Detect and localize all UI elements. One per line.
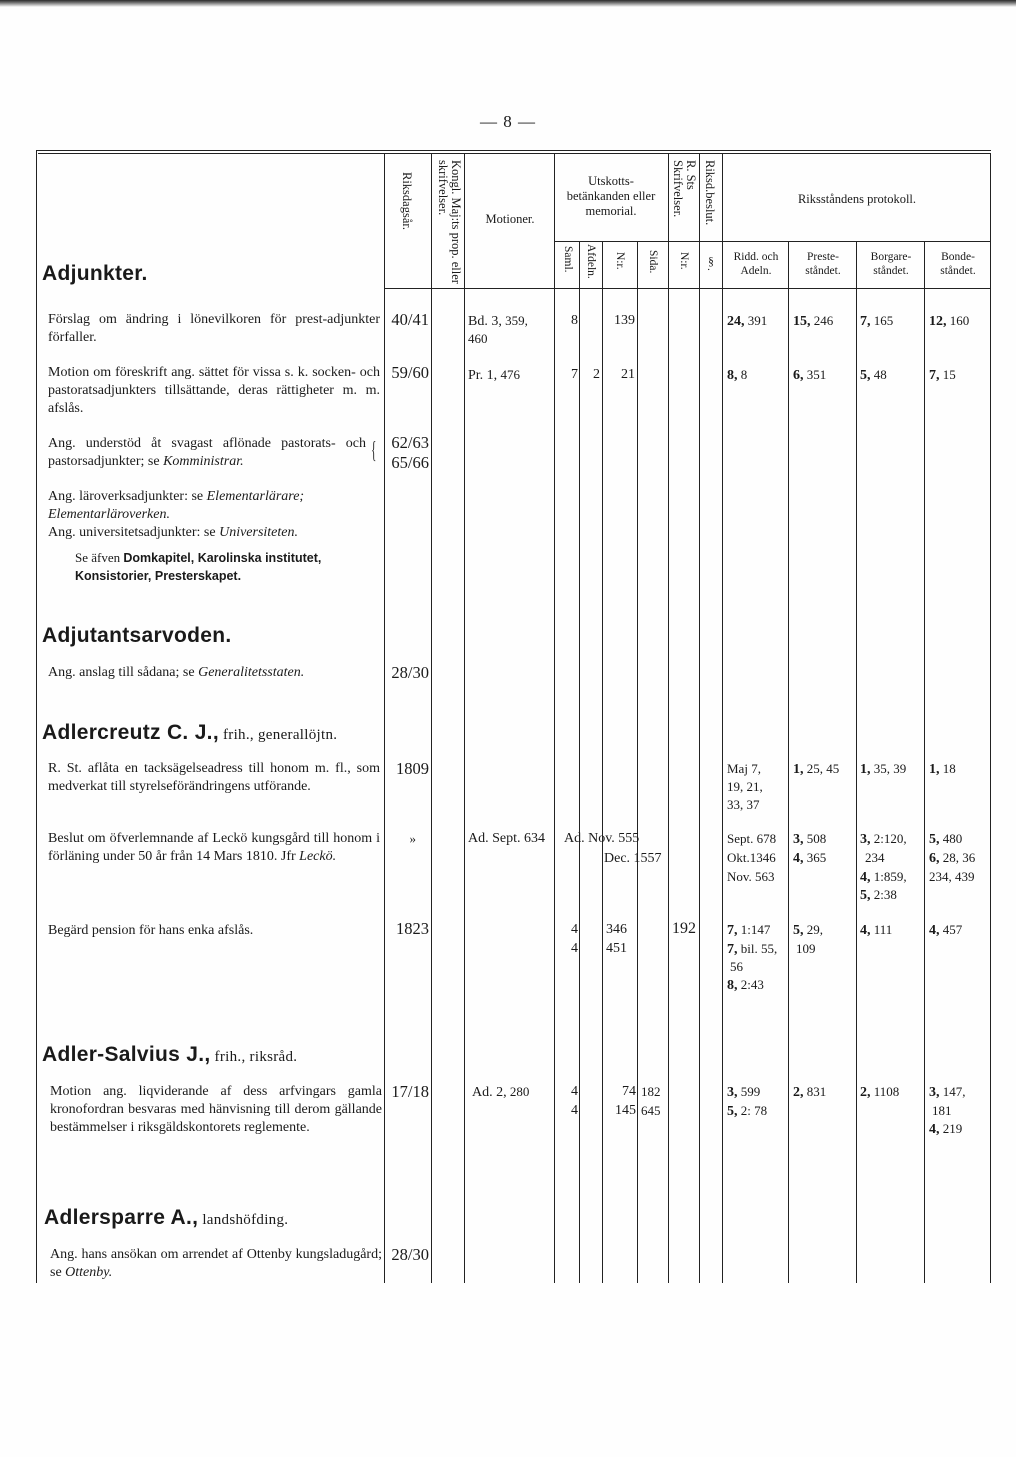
xref-lecko[interactable]: Leckö.: [299, 849, 337, 864]
entry-adler-salvius-1-ridd-2: 5, 2: 78: [727, 1103, 768, 1119]
entry-adlercreutz-2-year: »: [409, 831, 416, 846]
col-rule-kongl-right: [464, 153, 465, 1283]
col-rule-borgare-right: [924, 241, 925, 1283]
entry-adlersparre-1-year: 28/30: [391, 1245, 429, 1264]
entry-adler-salvius-1-motion: Ad. 2, 280: [472, 1084, 530, 1100]
entry-adjunkter-2-nr: 21: [621, 367, 635, 382]
header-bottom-rule: [384, 288, 990, 289]
entry-adlercreutz-2-preste-1: 3, 508: [793, 831, 827, 847]
entry-adler-salvius-1-ridd-1: 3, 599: [727, 1084, 761, 1100]
page-number: — 8 —: [480, 112, 536, 131]
scan-top-edge: [0, 0, 1016, 7]
entry-adjunkter-2-text: Motion om föreskrift ang. sättet för vissa s. k. socken- och pastoratsadjunkters tillsättande, deras rättigheter m. m. afslås.: [48, 365, 380, 416]
entry-adlercreutz-2-borgare-4: 5, 2:38: [860, 887, 897, 903]
rsts-sub-rule: [668, 241, 722, 242]
entry-adler-salvius-1-sida-1: 182: [641, 1084, 661, 1099]
col-rule-saml-right: [579, 241, 580, 1283]
entry-adjunkter-1-preste: 15, 246: [793, 313, 834, 329]
col-rule-motioner-right: [554, 153, 555, 1283]
entry-adjunkter-3-text: Ang. understöd åt svagast aflönade pastorats- och pastorsadjunkter; se Komministrar.: [48, 436, 366, 469]
header-rsts-nr: N:r.: [678, 252, 690, 270]
col-rule-afdeln-right: [602, 241, 603, 1283]
entry-adlercreutz-1-text: R. St. aflåta en tacksägelseadress till honom m. fl., som medverkat till styrelseförändringens utförande.: [48, 761, 380, 794]
entry-adlercreutz-2-preste-2: 4, 365: [793, 850, 827, 866]
entry-adler-salvius-1-year: 17/18: [391, 1082, 429, 1101]
header-riksdagsar: Riksdagsår.: [400, 172, 414, 230]
header-kongl: Kongl. Maj:ts prop. eller skrifvelser.: [436, 160, 463, 284]
entry-adjunkter-see-also: Se äfven Domkapitel, Karolinska institutet, Konsistorier, Presterskapet.: [75, 550, 322, 583]
entry-adjutantsarvoden-1-text: Ang. anslag till sådana; se Generalitetsstaten.: [48, 665, 305, 680]
entry-adler-salvius-1-bonde-2: 181: [932, 1103, 952, 1118]
see-also-links[interactable]: Domkapitel, Karolinska institutet, Konsistorier, Presterskapet.: [75, 551, 322, 583]
xref-generalitetsstaten[interactable]: Generalitetsstaten.: [198, 665, 305, 680]
table-top-rule-2: [38, 153, 991, 154]
entry-adlercreutz-3-ridd-4: 8, 2:43: [727, 977, 764, 993]
entry-adlercreutz-3-nr-2: 451: [606, 941, 627, 956]
entry-adjunkter-1-bonde: 12, 160: [929, 313, 970, 329]
entry-adlercreutz-3-ridd-2: 7, bil. 55,: [727, 941, 778, 957]
entry-adler-salvius-1-borgare: 2, 1108: [860, 1084, 900, 1100]
entry-adlercreutz-3-text: Begärd pension för hans enka afslås.: [48, 923, 254, 938]
entry-adlercreutz-2-utskott-1: Ad. Nov. 555: [564, 831, 640, 846]
entry-adjunkter-2-afdeln: 2: [593, 367, 600, 382]
entry-adjunkter-2-preste: 6, 351: [793, 367, 827, 383]
entry-adlercreutz-2-bonde-2: 6, 28, 36: [929, 850, 976, 866]
header-bonde: Bonde- ståndet.: [940, 251, 976, 277]
entry-adlercreutz-3-borgare: 4, 111: [860, 922, 893, 938]
header-preste: Preste- ståndet.: [805, 251, 841, 277]
entry-adjunkter-1-year: 40/41: [391, 310, 429, 329]
table-top-rule: [36, 150, 991, 151]
entry-adjunkter-4-text: Ang. läroverksadjunkter: se Elementarlärare; Elementarläroverken. Ang. universitetsadjunkter: se Universiteten.: [48, 489, 305, 540]
header-afdeln: Afdeln.: [585, 244, 597, 279]
col-rule-ridd-right: [788, 241, 789, 1283]
entry-adlercreutz-2-ridd-1: Sept. 678: [727, 831, 777, 846]
col-rule-preste-right: [856, 241, 857, 1283]
header-protokoll: Riksståndens protokoll.: [797, 192, 917, 206]
entry-adlercreutz-2-bonde-3: 234, 439: [929, 869, 975, 884]
entry-adlercreutz-2-bonde-1: 5, 480: [929, 831, 963, 847]
col-rule-utskott-right: [668, 153, 669, 1283]
heading-adlersparre: Adlersparre A., landshöfding.: [44, 1206, 289, 1229]
entry-adlercreutz-3-saml-1: 4: [571, 922, 578, 937]
heading-adlercreutz: Adlercreutz C. J., frih., generallöjtn.: [42, 721, 338, 744]
entry-adlercreutz-2-utskott-2: Dec. 1557: [604, 851, 662, 866]
entry-adler-salvius-1-nr-1: 74: [622, 1084, 636, 1099]
col-rule-nr-right: [637, 241, 638, 1283]
entry-adlercreutz-2-borgare-1: 3, 2:120,: [860, 831, 907, 847]
header-sida: Sida.: [647, 250, 659, 274]
xref-elementarlarare[interactable]: Elementarlärare; Elementarläroverken.: [48, 489, 305, 522]
entry-adjunkter-2-year: 59/60: [391, 363, 429, 382]
entry-adler-salvius-1-nr-2: 145: [615, 1103, 636, 1118]
entry-adlercreutz-1-bonde: 1, 18: [929, 761, 956, 777]
entry-adlercreutz-1-year: 1809: [396, 759, 429, 778]
entry-adlercreutz-2-borgare-2: 234: [865, 850, 885, 865]
utskott-sub-rule: [554, 241, 668, 242]
entry-adjunkter-1-motion: Bd. 3, 359,: [468, 313, 528, 329]
entry-adlercreutz-2-borgare-3: 4, 1:859,: [860, 869, 907, 885]
entry-adjutantsarvoden-1-year: 28/30: [391, 663, 429, 682]
heading-adjunkter: Adjunkter.: [42, 262, 148, 285]
entry-adlercreutz-3-bonde: 4, 457: [929, 922, 963, 938]
entry-adjunkter-2-saml: 7: [571, 367, 578, 382]
entry-adlercreutz-3-nr-1: 346: [606, 922, 627, 937]
header-saml: Saml.: [562, 246, 574, 273]
col-rule-rsts-right: [699, 153, 700, 1283]
header-nr: N:r.: [614, 252, 626, 270]
header-motioner: Motioner.: [485, 212, 535, 226]
entry-adlersparre-1-text: Ang. hans ansökan om arrendet af Ottenby kungsladugård; se Ottenby.: [50, 1247, 382, 1280]
col-rule-beslut-right: [722, 153, 723, 1283]
entry-adjunkter-1-nr: 139: [614, 313, 635, 328]
xref-universiteten[interactable]: Universiteten.: [219, 525, 298, 540]
header-paragraph: §.: [705, 256, 717, 271]
entry-adjunkter-1-motion-2: 460: [468, 331, 488, 346]
entry-adlercreutz-3-preste-2: 109: [796, 941, 816, 956]
entry-adlercreutz-2-text: Beslut om öfverlemnande af Leckö kungsgård till honom i förläning under 50 år från 14 Mars 1810. Jfr Leckö.: [48, 831, 380, 864]
table-right-border: [990, 153, 991, 1283]
entry-adlercreutz-1-borgare: 1, 35, 39: [860, 761, 907, 777]
entry-adjunkter-1-borgare: 7, 165: [860, 313, 894, 329]
entry-adlercreutz-2-ridd-3: Nov. 563: [727, 869, 775, 884]
entry-adler-salvius-1-text: Motion ang. liqviderande af dess arfvingars gamla kronofordran besvaras med hänvisning till derom gällande bestämmelser i riksgäldskontorets reglemente.: [50, 1084, 382, 1135]
entry-adlercreutz-2-motion: Ad. Sept. 634: [468, 831, 545, 846]
header-utskott: Utskotts- betänkanden eller memorial.: [566, 174, 656, 218]
heading-adler-salvius: Adler-Salvius J., frih., riksråd.: [42, 1043, 298, 1066]
col-rule-year-right: [431, 153, 432, 1283]
entry-adlercreutz-3-ridd-3: 56: [730, 959, 743, 974]
xref-ottenby[interactable]: Ottenby.: [65, 1265, 113, 1280]
entry-adjunkter-1-ridd: 24, 391: [727, 313, 768, 329]
heading-adjutantsarvoden: Adjutantsarvoden.: [42, 624, 232, 647]
entry-adlercreutz-3-year: 1823: [396, 919, 429, 938]
entry-adler-salvius-1-preste: 2, 831: [793, 1084, 827, 1100]
brace-icon: {: [371, 438, 377, 464]
entry-adjunkter-2-motion: Pr. 1, 476: [468, 367, 520, 383]
entry-adjunkter-3-year-2: 65/66: [391, 453, 429, 472]
entry-adlercreutz-3-saml-2: 4: [571, 941, 578, 956]
table-left-border: [36, 150, 37, 1283]
entry-adjunkter-2-bonde: 7, 15: [929, 367, 956, 383]
entry-adler-salvius-1-bonde-3: 4, 219: [929, 1121, 963, 1137]
entry-adler-salvius-1-sida-2: 645: [641, 1103, 661, 1118]
xref-komministrar[interactable]: Komministrar.: [163, 454, 244, 469]
header-rsts: R. Sts Skrifvelser.: [671, 160, 698, 218]
header-riksd-beslut: Riksd.beslut.: [703, 160, 717, 226]
entry-adjunkter-1-text: Förslag om ändring i lönevilkoren för prest-adjunkter förfaller.: [48, 312, 380, 345]
entry-adlercreutz-2-ridd-2: Okt.1346: [727, 850, 776, 865]
entry-adlercreutz-1-ridd: Maj 7, 19, 21, 33, 37: [727, 761, 763, 812]
entry-adlercreutz-1-preste: 1, 25, 45: [793, 761, 840, 777]
entry-adjunkter-2-borgare: 5, 48: [860, 367, 887, 383]
entry-adlercreutz-3-rsts-nr: 192: [672, 920, 696, 937]
entry-adlercreutz-3-preste-1: 5, 29,: [793, 922, 823, 938]
entry-adjunkter-3-year-1: 62/63: [391, 433, 429, 452]
header-ridd: Ridd. och Adeln.: [733, 251, 779, 277]
header-borgare: Borgare- ståndet.: [870, 251, 912, 277]
entry-adler-salvius-1-saml-2: 4: [571, 1103, 578, 1118]
entry-adlercreutz-3-ridd-1: 7, 1:147: [727, 922, 771, 938]
entry-adler-salvius-1-bonde-1: 3, 147,: [929, 1084, 966, 1100]
entry-adjunkter-1-saml: 8: [571, 313, 578, 328]
entry-adler-salvius-1-saml-1: 4: [571, 1084, 578, 1099]
entry-adjunkter-2-ridd: 8, 8: [727, 367, 748, 383]
